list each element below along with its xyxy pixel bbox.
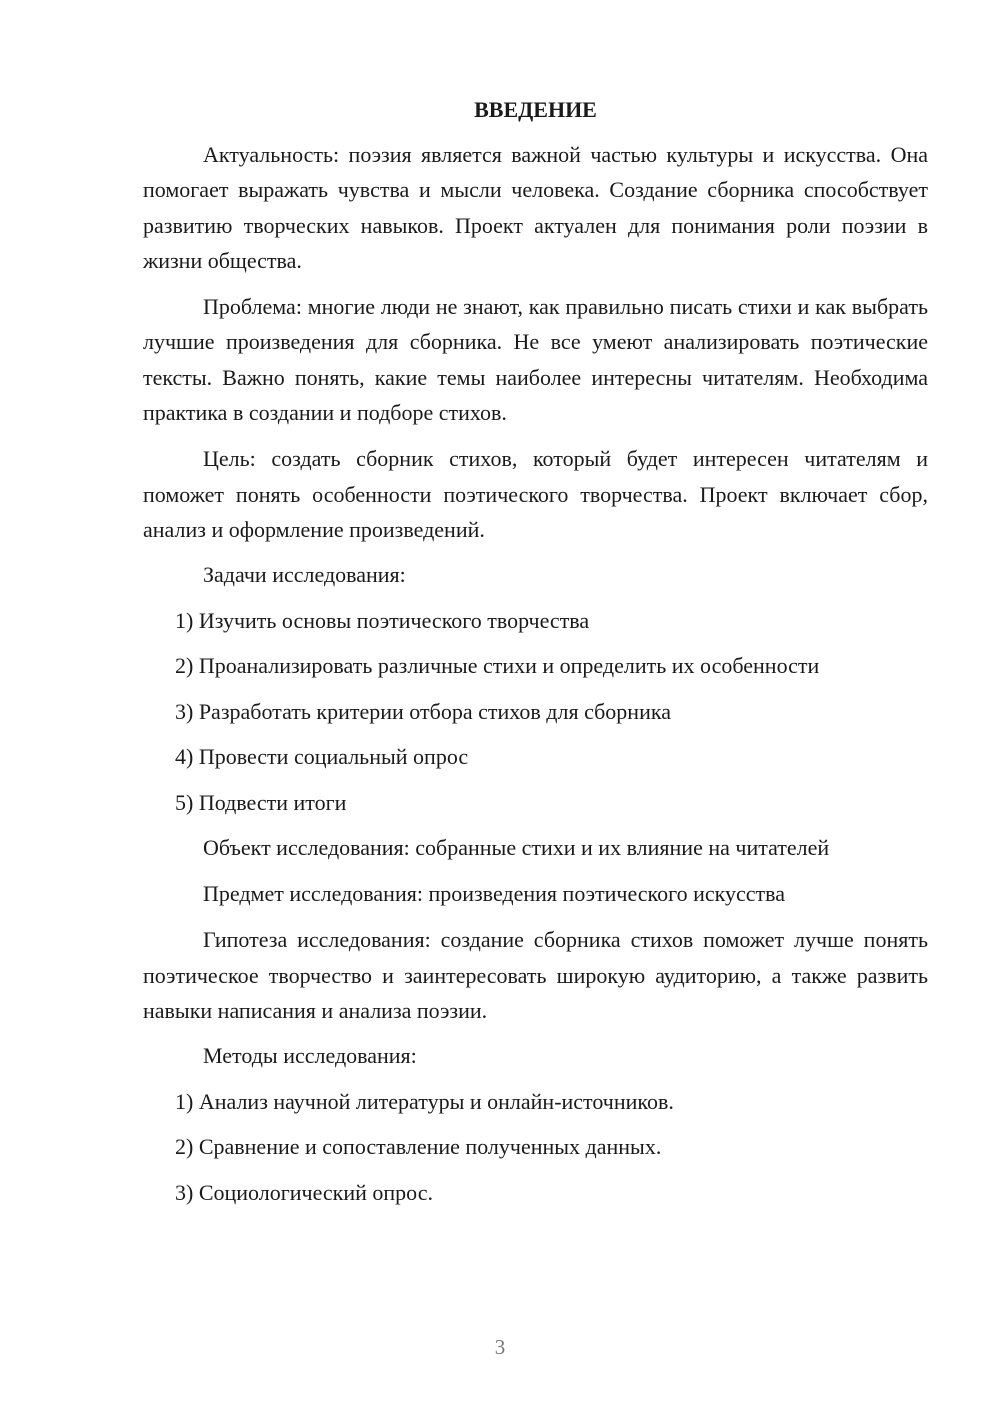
list-item: 5) Подвести итоги [175,789,347,815]
research-subject: Предмет исследования: произведения поэтического искусства [203,880,786,906]
paragraph-problem: Проблема: многие люди не знают, как правильно писать стихи и как выбрать лучшие произведения для сборника. Не все умеют анализировать поэтические тексты. Важно понять, какие темы наиболее интересны читателям. Необходима практика в создании и подборе стихов. [143,294,928,426]
tasks-heading: Задачи исследования: [203,562,406,588]
research-object: Объект исследования: собранные стихи и их влияние на читателей [203,835,830,861]
list-item: 3) Разработать критерии отбора стихов для сборника [175,698,671,724]
list-item: 3) Социологический опрос. [175,1179,433,1205]
page-number: 3 [494,1335,506,1359]
tasks-list [143,604,928,820]
list-item: 2) Проанализировать различные стихи и определить их особенности [175,653,820,679]
list-item: 2) Сравнение и сопоставление полученных данных. [175,1134,662,1160]
paragraph-relevance: Актуальность: поэзия является важной частью культуры и искусства. Она помогает выражать чувства и мысли человека. Создание сборника способствует развитию творческих навыков. Проект актуален для понимания роли поэзии в жизни общества. [143,142,928,273]
page-content [143,94,928,1221]
list-item: 4) Провести социальный опрос [175,744,469,770]
list-item: 1) Изучить основы поэтического творчества [175,607,590,633]
paragraph-hypothesis: Гипотеза исследования: создание сборника стихов поможет лучше понять поэтическое творчество и заинтересовать широкую аудиторию, а также развить навыки написания и анализа поэзии. [143,927,928,1023]
methods-heading: Методы исследования: [203,1043,417,1069]
methods-list [143,1085,928,1210]
list-item: 1) Анализ научной литературы и онлайн-источников. [175,1088,674,1114]
paragraph-goal: Цель: создать сборник стихов, который будет интересен читателям и поможет понять особенности поэтического творчества. Проект включает сбор, анализ и оформление произведений. [143,446,928,542]
page-title: ВВЕДЕНИЕ [474,97,597,122]
